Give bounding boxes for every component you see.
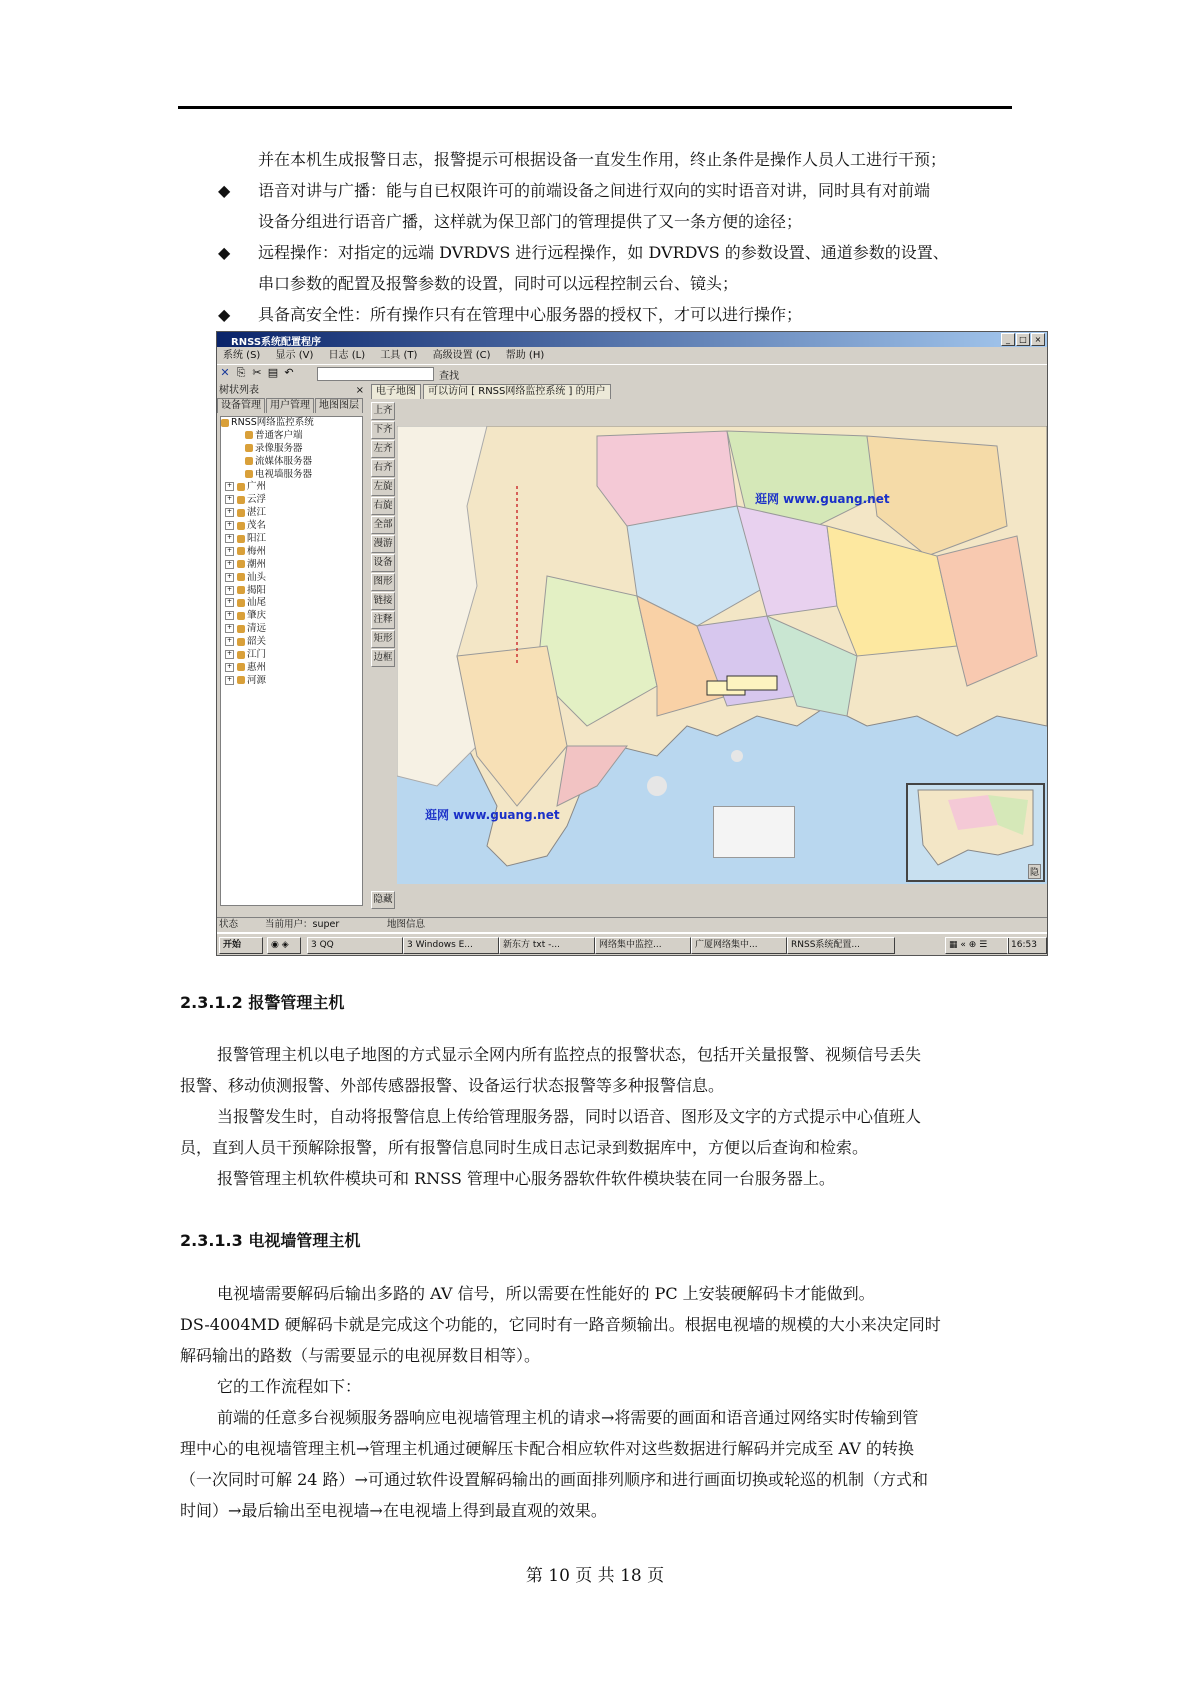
region-icon <box>237 638 245 646</box>
paragraph-line: 前端的任意多台视频服务器响应电视墙管理主机的请求→将需要的画面和语音通过网络实时传输到管 <box>217 1408 919 1427</box>
menu-bar <box>217 348 1047 363</box>
task-rnss-config[interactable]: RNSS系统配置... <box>787 937 895 954</box>
region-icon <box>237 625 245 633</box>
panel-title: 树状列表 <box>219 385 259 396</box>
page-footer: 第 10 页 共 18 页 <box>525 1566 665 1586</box>
map-tool-button[interactable]: 右齐 <box>371 459 395 477</box>
tree-region[interactable]: + 揭阳 <box>226 584 267 596</box>
maximize-icon[interactable]: □ <box>1016 333 1030 346</box>
expand-icon[interactable]: + <box>226 495 233 503</box>
mini-map-graphic <box>908 785 1039 876</box>
bullet-remote-line1: 远程操作：对指定的远端 DVRDVS 进行远程操作，如 DVRDVS 的参数设置、通道参数的设置、 <box>258 243 949 262</box>
panel-header <box>217 384 367 398</box>
paragraph-line: 报警管理主机以电子地图的方式显示全网内所有监控点的报警状态，包括开关量报警、视频信号丢失 <box>217 1045 922 1064</box>
map-tool-button[interactable]: 上齐 <box>371 402 395 420</box>
map-tool-button[interactable]: 漫游 <box>371 535 395 553</box>
system-tray-icon[interactable]: ▦ « ⊕ ☰ <box>945 937 1009 954</box>
map-watermark-bottom: 逛网 www.guang.net <box>425 808 560 822</box>
tree-region[interactable]: + 广州 <box>226 481 267 493</box>
panel-tabs <box>217 398 367 414</box>
tree-region[interactable]: + 韶关 <box>226 636 267 648</box>
region-icon <box>237 676 245 684</box>
expand-icon[interactable]: + <box>226 624 233 632</box>
device-icon <box>245 470 253 478</box>
tree-panel <box>217 384 367 914</box>
region-icon <box>237 651 245 659</box>
tree-region[interactable]: + 阳江 <box>226 533 267 545</box>
header-rule <box>178 106 1012 109</box>
paragraph-line: 报警、移动侦测报警、外部传感器报警、设备运行状态报警等多种报警信息。 <box>180 1076 725 1095</box>
map-info: 地图信息 <box>387 919 426 930</box>
map-tool-button[interactable]: 边框 <box>371 649 395 667</box>
map-tool-buttons <box>371 402 395 912</box>
paragraph-line: 它的工作流程如下： <box>217 1377 362 1396</box>
expand-icon[interactable]: + <box>226 546 233 554</box>
expand-icon[interactable]: + <box>226 534 233 542</box>
region-icon <box>237 573 245 581</box>
region-icon <box>237 547 245 555</box>
expand-icon[interactable]: + <box>226 559 233 567</box>
search-button[interactable]: 查找 <box>439 371 459 382</box>
region-icon <box>237 612 245 620</box>
tree-region[interactable]: + 河源 <box>226 674 267 686</box>
paste-icon[interactable]: ▤ <box>267 366 279 379</box>
toolbar <box>217 364 1047 383</box>
undo-icon[interactable]: ↶ <box>284 366 294 379</box>
map-tool-button[interactable]: 注释 <box>371 611 395 629</box>
bullet-voice-line2: 设备分组进行语音广播，这样就为保卫部门的管理提供了又一条方便的途径； <box>258 212 803 231</box>
clock: 16:53 <box>1007 937 1047 954</box>
copy-icon[interactable]: ⎘ <box>236 366 246 379</box>
bullet-security-line1: 具备高安全性：所有操作只有在管理中心服务器的授权下，才可以进行操作； <box>258 305 803 324</box>
window-title: RNSS系统配置程序 <box>231 337 322 348</box>
tree-child[interactable]: 流媒体服务器 <box>221 456 362 469</box>
menu-log[interactable]: 日志 (L) <box>328 350 366 361</box>
map-tool-button[interactable]: 左旋 <box>371 478 395 496</box>
tree-region[interactable]: + 潮州 <box>226 558 267 570</box>
device-icon <box>245 444 253 452</box>
map-legend <box>713 806 795 858</box>
bullet-icon: ◆ <box>218 181 231 200</box>
paragraph-line: 解码输出的路数（与需要显示的电视屏数目相等）。 <box>180 1346 541 1365</box>
expand-icon[interactable]: + <box>226 611 233 619</box>
tree-region[interactable]: + 茂名 <box>226 520 267 532</box>
expand-icon[interactable]: + <box>226 572 233 580</box>
tree-child[interactable]: 普通客户端 <box>221 430 362 443</box>
menu-tools[interactable]: 工具 (T) <box>380 350 418 361</box>
tree-region[interactable]: + 梅州 <box>226 545 267 557</box>
windows-taskbar <box>217 932 1047 956</box>
folder-icon <box>221 419 229 427</box>
minimap-hide-button[interactable]: 隐 <box>1028 864 1041 879</box>
mini-map[interactable] <box>906 783 1045 882</box>
paragraph-line: （一次同时可解 24 路）→可通过软件设置解码输出的画面排列顺序和进行画面切换或轮巡的机制（方式和 <box>180 1470 928 1489</box>
tree-region[interactable]: + 汕尾 <box>226 597 267 609</box>
hide-button[interactable]: 隐藏 <box>371 891 395 909</box>
region-icon <box>237 599 245 607</box>
close-icon[interactable]: × <box>1031 333 1045 346</box>
expand-icon[interactable]: + <box>226 521 233 529</box>
menu-help[interactable]: 帮助 (H) <box>505 350 545 361</box>
app-screenshot <box>216 331 1048 956</box>
region-icon <box>237 586 245 594</box>
tree-root[interactable]: RNSS网络监控系统 <box>221 417 362 430</box>
tab-device-manage[interactable]: 设备管理 <box>217 398 265 413</box>
paragraph-line: 员，直到人员干预解除报警，所有报警信息同时生成日志记录到数据库中，方便以后查询和检索。 <box>180 1138 869 1157</box>
map-tool-button[interactable]: 图形 <box>371 573 395 591</box>
region-icon <box>237 496 245 504</box>
task-monitor-1[interactable]: 网络集中监控... <box>595 937 691 954</box>
map-tool-button[interactable]: 链接 <box>371 592 395 610</box>
task-qq[interactable]: 3 QQ <box>307 937 403 954</box>
tree-region[interactable]: + 湛江 <box>226 507 267 519</box>
status-label: 状态 <box>219 919 239 930</box>
map-tool-button[interactable]: 下齐 <box>371 421 395 439</box>
tree-region[interactable]: + 清远 <box>226 623 267 635</box>
electronic-map[interactable] <box>397 426 1047 884</box>
map-tool-button[interactable]: 全部 <box>371 516 395 534</box>
section-heading-alarm: 2.3.1.2 报警管理主机 <box>180 993 345 1012</box>
tree-region[interactable]: + 惠州 <box>226 661 267 673</box>
section-heading-tvwall: 2.3.1.3 电视墙管理主机 <box>180 1231 361 1250</box>
expand-icon[interactable]: + <box>226 482 233 490</box>
map-tool-button[interactable]: 右旋 <box>371 497 395 515</box>
current-user: 当前用户：super <box>265 919 340 930</box>
map-tool-button[interactable]: 左齐 <box>371 440 395 458</box>
menu-system[interactable]: 系统 (S) <box>223 350 261 361</box>
device-icon <box>245 431 253 439</box>
tab-accessible-users[interactable]: 可以访问 [ RNSS网络监控系统 ] 的用户 <box>423 384 611 399</box>
expand-icon[interactable]: + <box>226 637 233 645</box>
bullet-voice-line1: 语音对讲与广播：能与自已权限许可的前端设备之间进行双向的实时语音对讲，同时具有对前端 <box>258 181 931 200</box>
region-icon <box>237 483 245 491</box>
bullet-remote-line2: 串口参数的配置及报警参数的设置，同时可以远程控制云台、镜头； <box>258 274 739 293</box>
tree-child[interactable]: 电视墙服务器 <box>221 469 362 482</box>
map-tool-button[interactable]: 设备 <box>371 554 395 572</box>
minimize-icon[interactable]: _ <box>1001 333 1015 346</box>
tree-region[interactable]: + 汕头 <box>226 571 267 583</box>
bullet-icon: ◆ <box>218 243 231 262</box>
panel-close-icon[interactable]: × <box>355 385 364 396</box>
map-tabs <box>371 384 1047 400</box>
window-titlebar <box>217 332 1047 347</box>
tab-map-layer[interactable]: 地图图层 <box>315 398 363 413</box>
device-icon <box>245 457 253 465</box>
region-icon <box>237 663 245 671</box>
paragraph-line: 电视墙需要解码后输出多路的 AV 信号，所以需要在性能好的 PC 上安装硬解码卡才能做到。 <box>217 1284 875 1303</box>
region-icon <box>237 535 245 543</box>
paragraph-line: 时间）→最后输出至电视墙→在电视墙上得到最直观的效果。 <box>180 1501 607 1520</box>
region-icon <box>237 509 245 517</box>
tree-region[interactable]: + 云浮 <box>226 494 267 506</box>
menu-view[interactable]: 显示 (V) <box>275 350 314 361</box>
paragraph-line: DS-4004MD 硬解码卡就是完成这个功能的，它同时有一路音频输出。根据电视墙的规模的大小来决定同时 <box>180 1315 941 1334</box>
tab-user-manage[interactable]: 用户管理 <box>266 398 314 413</box>
task-explorer[interactable]: 3 Windows E... <box>403 937 499 954</box>
map-tool-button[interactable]: 矩形 <box>371 630 395 648</box>
expand-icon[interactable]: + <box>226 650 233 658</box>
paragraph-line: 当报警发生时，自动将报警信息上传给管理服务器，同时以语音、图形及文字的方式提示中心值班人 <box>217 1107 922 1126</box>
tab-electronic-map[interactable]: 电子地图 <box>371 384 421 399</box>
status-bar <box>217 917 1047 932</box>
expand-icon[interactable]: + <box>226 585 233 593</box>
tree-child[interactable]: 录像服务器 <box>221 443 362 456</box>
bullet-icon: ◆ <box>218 305 231 324</box>
delete-icon[interactable]: ✕ <box>220 366 230 379</box>
cut-icon[interactable]: ✂ <box>252 366 262 379</box>
expand-icon[interactable]: + <box>226 675 233 683</box>
paragraph-line: 报警管理主机软件模块可和 RNSS 管理中心服务器软件软件模块装在同一台服务器上。 <box>217 1169 835 1188</box>
task-notepad[interactable]: 新东方 txt -... <box>499 937 595 954</box>
task-monitor-2[interactable]: 广厦网络集中... <box>691 937 787 954</box>
search-input[interactable] <box>317 367 434 381</box>
tree-region[interactable]: + 肇庆 <box>226 610 267 622</box>
device-tree <box>220 416 363 906</box>
menu-advanced[interactable]: 高级设置 (C) <box>432 350 491 361</box>
tree-region[interactable]: + 江门 <box>226 649 267 661</box>
region-icon <box>237 560 245 568</box>
quicklaunch-icon[interactable]: ◉ ◈ <box>267 937 301 954</box>
text-line: 并在本机生成报警日志，报警提示可根据设备一直发生作用，终止条件是操作人员人工进行干预； <box>258 150 947 169</box>
start-button[interactable]: 开始 <box>219 937 263 954</box>
expand-icon[interactable]: + <box>226 598 233 606</box>
expand-icon[interactable]: + <box>226 508 233 516</box>
paragraph-line: 理中心的电视墙管理主机→管理主机通过硬解压卡配合相应软件对这些数据进行解码并完成至 AV 的转换 <box>180 1439 914 1458</box>
region-icon <box>237 522 245 530</box>
expand-icon[interactable]: + <box>226 662 233 670</box>
map-watermark-top: 逛网 www.guang.net <box>755 492 890 506</box>
